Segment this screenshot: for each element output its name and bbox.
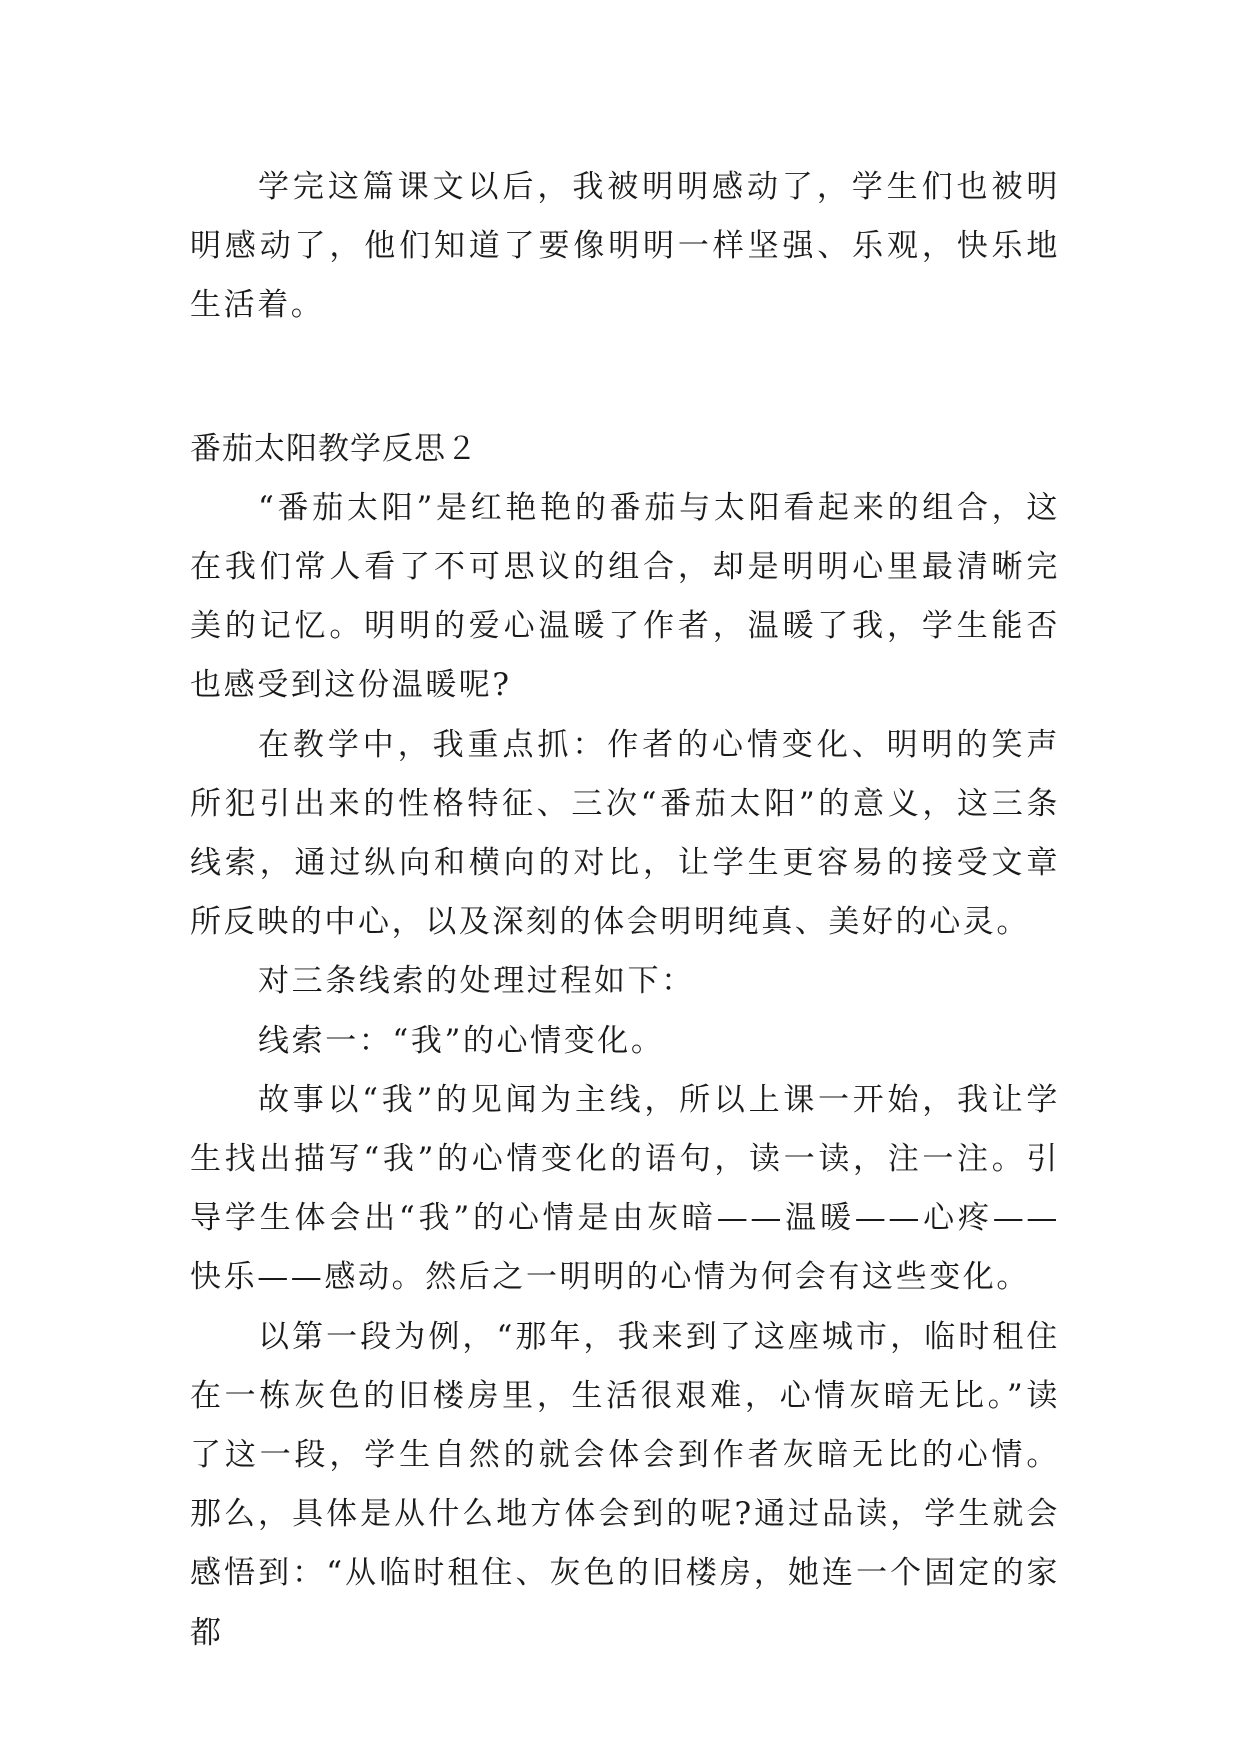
body-paragraph-5: 故事以“我”的见闻为主线，所以上课一开始，我让学生找出描写“我”的心情变化的语句，读一读，注一注。引导学生体会出“我”的心情是由灰暗——温暖——心疼——快乐——感动。然后之一明明的心情为何会有这些变化。 (190, 1081, 1060, 1296)
section-title: 番茄太阳教学反思２ (190, 430, 478, 467)
body-paragraph-1: “番茄太阳”是红艳艳的番茄与太阳看起来的组合，这在我们常人看了不可思议的组合，却是明明心里最清晰完美的记忆。明明的爱心温暖了作者，温暖了我，学生能否也感受到这份温暖呢? (190, 489, 1060, 704)
intro-paragraph: 学完这篇课文以后，我被明明感动了，学生们也被明明感动了，他们知道了要像明明一样坚强、乐观，快乐地生活着。 (190, 169, 1060, 324)
body-paragraph-3: 对三条线索的处理过程如下： (258, 963, 695, 1000)
document-body (190, 158, 1060, 1663)
body-paragraph-4: 线索一：“我”的心情变化。 (258, 1022, 665, 1059)
body-paragraph-2: 在教学中，我重点抓：作者的心情变化、明明的笑声所犯引出来的性格特征、三次“番茄太阳”的意义，这三条线索，通过纵向和横向的对比，让学生更容易的接受文章所反映的中心，以及深刻的体会明明纯真、美好的心灵。 (190, 726, 1060, 941)
body-paragraph-6: 以第一段为例，“那年，我来到了这座城市，临时租住在一栋灰色的旧楼房里，生活很艰难，心情灰暗无比。”读了这一段，学生自然的就会体会到作者灰暗无比的心情。那么，具体是从什么地方体会到的呢?通过品读，学生就会感悟到：“从临时租住、灰色的旧楼房，她连一个固定的家都 (190, 1318, 1060, 1651)
